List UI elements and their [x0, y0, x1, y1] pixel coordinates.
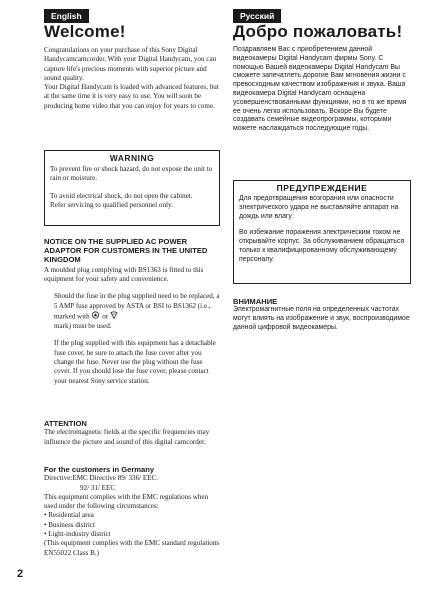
english-intro: [44, 46, 220, 111]
germany-heading: For the customers in Germany: [44, 465, 155, 474]
uk-notice-para: A moulded plug complying with BS1363 is fitted to this equipment for your safety and convenience.: [44, 265, 204, 283]
english-warning-para-3: Refer servicing to qualified personnel only.: [50, 200, 173, 209]
germany-directive-2: 92/ 31/ EEC: [80, 483, 116, 492]
english-warning-title: WARNING: [109, 153, 155, 163]
english-warning-para-2: To avoid electrical shock, do not open the cabinet.: [50, 191, 193, 200]
bsi-kite-mark-icon: [110, 311, 118, 322]
uk-fuse-cover-text: If the plug supplied with this equipment has a detachable fuse cover, be sure to attach the fuse cover after you change the fuse. Never use the plug without the fuse cover. If you should lose the fuse cover, please contact your nearest Sony service station.: [54, 339, 216, 385]
russian-title: Добро пожаловать!: [233, 22, 403, 41]
english-language-tag: English: [44, 9, 89, 23]
russian-attention-heading: ВНИМАНИЕ: [233, 297, 278, 306]
russian-attention-section: [233, 297, 411, 333]
russian-warning-para-2: Во избежание поражения электрическим током не открывайте корпус. За обслуживанием обращаться только к квалифицированному обслуживающему персоналу.: [239, 229, 405, 263]
germany-note: (This equipment complies with the EMC standard regulations EN55022 Class B.): [44, 539, 220, 557]
uk-notice-section: [44, 237, 220, 386]
english-attention-heading: ATTENTION: [44, 419, 87, 428]
russian-intro: Поздравляем Вас с приобретением данной видеокамеры Digital Handycam фирмы Sony. С помощью Вашей видеокамеры Digital Handycam Вы сможете запечатлеть дорогие Вам мгновения жизни с превосходным качеством изображения и звука. Ваша видеокамера Digital Handycam оснащена усовершенствованными функциями, но в то же время ее очень легко использовать. Вскоре Вы будете создавать семейные видеопрограммы, которыми можете наслаждаться последующие годы.: [233, 46, 407, 133]
uk-fuse-end: mark) must be used.: [54, 322, 112, 331]
russian-language-tag: Русский: [233, 9, 281, 23]
germany-section: [44, 465, 220, 558]
russian-warning-para-1: Для предотвращения возгорания или опасности электрического удара не выставляйте аппарат на дождь или влагу.: [239, 195, 399, 220]
uk-fuse-paragraph: [44, 292, 220, 331]
english-intro-para-1: Congratulations on your purchase of this Sony Digital Handycamcamcorder. With your Digital Handycam, you can capture life's precious moments with superior picture and sound quality.: [44, 46, 217, 82]
english-intro-para-2: Your Digital Handycam is loaded with advanced features, but at the same time it is very easy to use. You will soon be producing home video that you can enjoy for years to come.: [44, 83, 219, 110]
russian-warning-title: ПРЕДУПРЕЖДЕНИЕ: [276, 183, 368, 193]
germany-directive-1: Directive:EMC Directive 89/ 336/ EEC.: [44, 474, 159, 483]
russian-warning-box: [233, 180, 411, 284]
uk-notice-heading: NOTICE ON THE SUPPLIED AC POWER ADAPTOR FOR CUSTOMERS IN THE UNITED KINGDOM: [44, 237, 208, 265]
germany-complies: This equipment complies with the EMC regulations when used under the following circumstances:: [44, 492, 209, 511]
germany-circumstance-list: [44, 511, 220, 539]
list-item: • Residential area: [44, 511, 94, 520]
english-warning-box: [44, 150, 220, 226]
list-item: • Light-industry district: [44, 529, 111, 538]
list-item: • Business district: [44, 520, 95, 529]
russian-attention-text: Электромагнитные поля на определенных частотах могут влиять на изображение и звук, воспроизводимое данной цифровой видеокамеры.: [233, 306, 410, 331]
english-attention-section: [44, 419, 220, 447]
uk-fuse-or: or: [102, 312, 109, 321]
english-attention-text: The electromagnetic fields at the specific frequencies may influence the picture and sound of this digital camcorder.: [44, 428, 210, 446]
uk-fuse-text: Should the fuse in the plug supplied need to be replaced, a 5 AMP fuse approved by ASTA or BSI to BS1362 (i.e., marked with: [54, 292, 220, 321]
english-title: Welcome!: [44, 22, 126, 41]
asta-mark-icon: [91, 311, 100, 322]
page-number: 2: [17, 568, 24, 580]
english-warning-para-1: To prevent fire or shock hazard, do not expose the unit to rain or moisture.: [50, 165, 213, 183]
